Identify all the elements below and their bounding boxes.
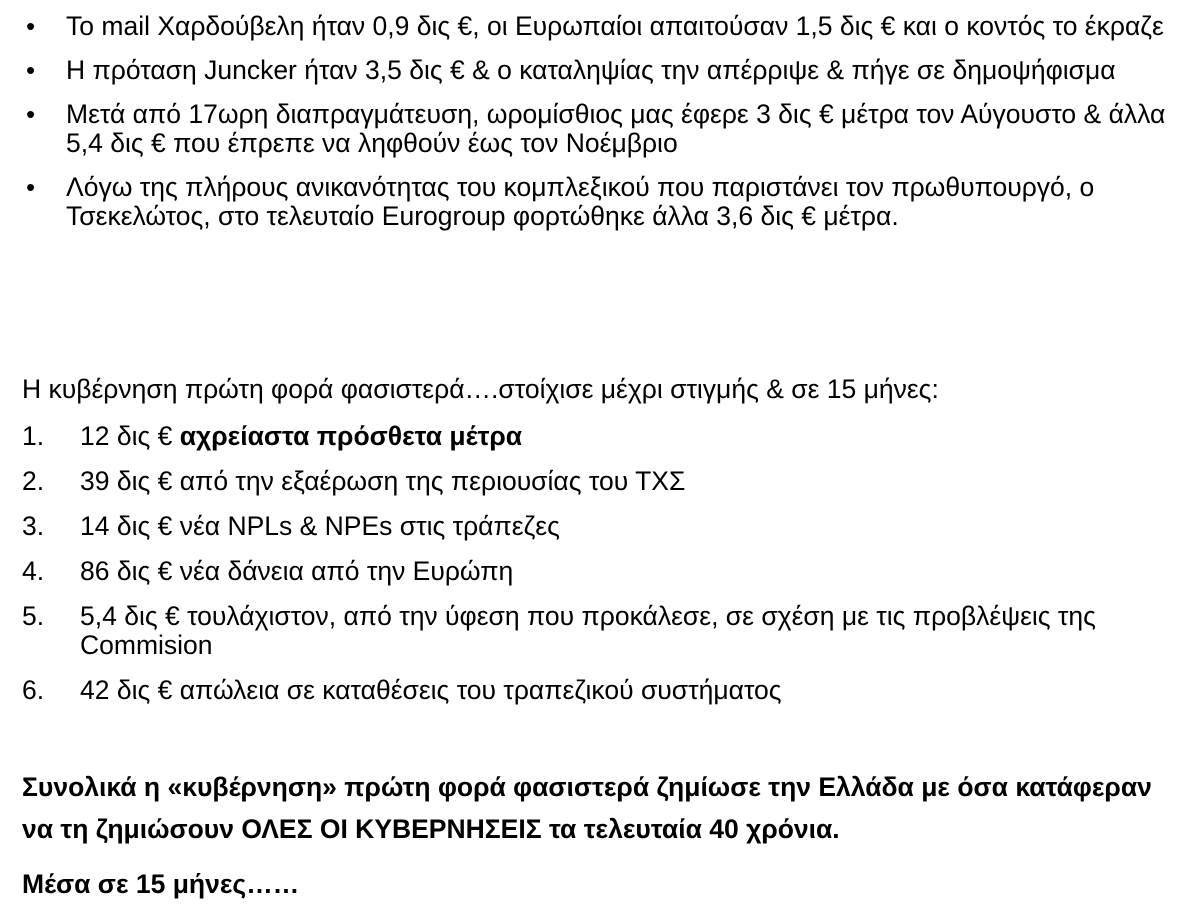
item-text: 5,4 δις € τουλάχιστον, από την ύφεση που προκάλεσε, σε σχέση με τις προβλέψεις της Commision <box>80 601 1096 660</box>
bullet-item <box>0 12 1200 41</box>
intro-line: Η κυβέρνηση πρώτη φορά φασιστερά….στοίχισε μέχρι στιγμής & σε 15 μήνες: <box>22 374 939 404</box>
numbered-item <box>0 676 1200 705</box>
item-number: 2. <box>22 466 45 496</box>
item-text: 12 δις € <box>80 421 180 451</box>
bullet-list <box>0 12 1200 246</box>
bullet-text: Λόγω της πλήρους ανικανότητας του κομπλεξικού που παριστάνει τον πρωθυπουργό, ο Τσεκελώτος, στο τελευταίο Eurogroup φορτώθηκε άλλα 3,6 δις € μέτρα. <box>66 172 1095 231</box>
closing-line: Μέσα σε 15 μήνες…… <box>22 869 300 899</box>
numbered-list <box>0 422 1200 721</box>
item-text: 42 δις € απώλεια σε καταθέσεις του τραπεζικού συστήματος <box>80 675 782 705</box>
summary-paragraph: Συνολικά η «κυβέρνηση» πρώτη φορά φασιστερά ζημίωσε την Ελλάδα με όσα κατάφεραν να τη ζημιώσουν ΟΛΕΣ ΟΙ ΚΥΒΕΡΝΗΣΕΙΣ τα τελευταία 40 χρόνια. <box>22 772 1152 844</box>
bullet-item <box>0 173 1200 231</box>
bullet-text: Η πρόταση Juncker ήταν 3,5 δις € & ο καταληψίας την απέρριψε & πήγε σε δημοψήφισμα <box>66 55 1116 85</box>
item-bold-text: αχρείαστα πρόσθετα μέτρα <box>179 421 523 451</box>
item-number: 1. <box>22 421 45 451</box>
numbered-item <box>0 422 1200 451</box>
bullet-icon: • <box>26 55 36 85</box>
numbered-item <box>0 467 1200 496</box>
bullet-text: Το mail Χαρδούβελη ήταν 0,9 δις €, οι Ευρωπαίοι απαιτούσαν 1,5 δις € και ο κοντός το έκραζε <box>66 11 1164 41</box>
item-text: 39 δις € από την εξαέρωση της περιουσίας του ΤΧΣ <box>80 466 686 496</box>
bullet-item <box>0 56 1200 85</box>
numbered-item <box>0 557 1200 586</box>
numbered-item <box>0 512 1200 541</box>
bullet-text: Μετά από 17ωρη διαπραγμάτευση, ωρομίσθιος μας έφερε 3 δις € μέτρα τον Αύγουστο & άλλα 5,4 δις € που έπρεπε να ληφθούν έως τον Νοέμβριο <box>66 99 1166 158</box>
item-number: 3. <box>22 511 45 541</box>
bullet-icon: • <box>26 99 36 129</box>
item-text: 86 δις € νέα δάνεια από την Ευρώπη <box>80 556 514 586</box>
item-number: 5. <box>22 601 45 631</box>
item-text: 14 δις € νέα NPLs & NPEs στις τράπεζες <box>80 511 560 541</box>
item-number: 6. <box>22 675 45 705</box>
bullet-item <box>0 100 1200 158</box>
item-number: 4. <box>22 556 45 586</box>
bullet-icon: • <box>26 172 36 202</box>
numbered-item <box>0 602 1200 660</box>
bullet-icon: • <box>26 11 36 41</box>
